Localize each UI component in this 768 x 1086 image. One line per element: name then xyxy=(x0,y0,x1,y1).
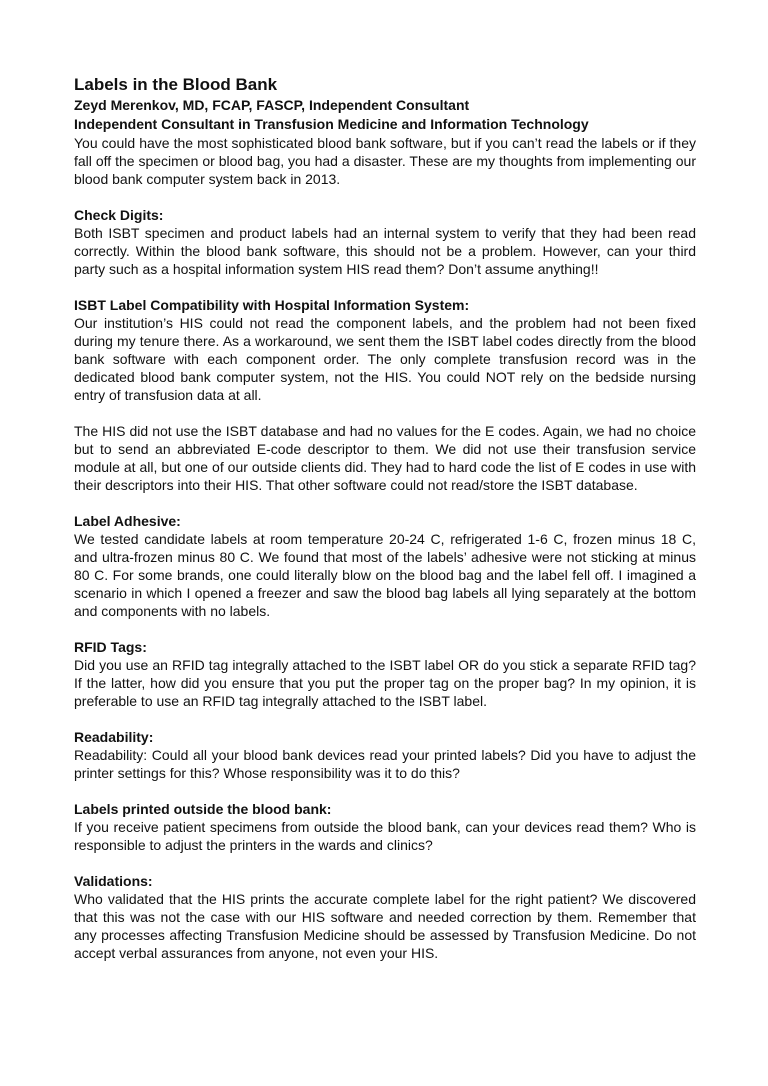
section-heading: Validations: xyxy=(74,873,153,889)
section-heading: RFID Tags: xyxy=(74,639,147,655)
section-heading: Labels printed outside the blood bank: xyxy=(74,801,332,817)
section-paragraph: Readability: Could all your blood bank devices read your printed labels? Did you have to adjust the printer settings for this? Whose responsibility was it to do this? xyxy=(74,747,696,781)
section-paragraph: Who validated that the HIS prints the accurate complete label for the right patient? We discovered that this was not the case with our HIS software and needed correction by them. Remember that any processes affecting Transfusion Medicine should be assessed by Transfusion Medicine. Do not accept verbal assurances from anyone, not even your HIS. xyxy=(74,891,696,961)
section-paragraph: Did you use an RFID tag integrally attached to the ISBT label OR do you stick a separate RFID tag? If the latter, how did you ensure that you put the proper tag on the proper bag? In my opinion, it is preferable to use an RFID tag integrally attached to the ISBT label. xyxy=(74,657,696,709)
section-paragraph: We tested candidate labels at room temperature 20-24 C, refrigerated 1-6 C, frozen minus 18 C, and ultra-frozen minus 80 C. We found that most of the labels’ adhesive were not sticking at minus 80 C. For some brands, one could literally blow on the blood bag and the label fell off. I imagined a scenario in which I opened a freezer and saw the blood bag labels all lying separately at the bottom and components with no labels. xyxy=(74,531,696,619)
section-paragraph: Both ISBT specimen and product labels had an internal system to verify that they had been read correctly. Within the blood bank software, this should not be a problem. However, can your third party such as a hospital information system HIS read them? Don’t assume anything!! xyxy=(74,225,696,277)
document-title: Labels in the Blood Bank xyxy=(74,75,278,94)
document-page xyxy=(74,74,696,962)
intro-paragraph: You could have the most sophisticated blood bank software, but if you can’t read the labels or if they fall off the specimen or blood bag, you had a disaster. These are my thoughts from implementing our blood bank computer system back in 2013. xyxy=(74,135,696,187)
section-paragraph: Our institution’s HIS could not read the component labels, and the problem had not been fixed during my tenure there. As a workaround, we sent them the ISBT label codes directly from the blood bank software with each component order. The only complete transfusion record was in the dedicated blood bank computer system, not the HIS. You could NOT rely on the bedside nursing entry of transfusion data at all. xyxy=(74,315,696,403)
section-readability xyxy=(74,728,696,782)
section-heading: Check Digits: xyxy=(74,207,164,223)
section-label-adhesive xyxy=(74,512,696,620)
section-heading: Label Adhesive: xyxy=(74,513,181,529)
section-check-digits xyxy=(74,206,696,278)
section-validations xyxy=(74,872,696,962)
section-paragraph: The HIS did not use the ISBT database and had no values for the E codes. Again, we had no choice but to send an abbreviated E-code descriptor to them. We did not use their transfusion service module at all, but one of our outside clients did. They had to hard code the list of E codes in use with their descriptors into their HIS. That other software could not read/store the ISBT database. xyxy=(74,423,696,493)
section-isbt-compatibility xyxy=(74,296,696,494)
section-outside-labels xyxy=(74,800,696,854)
section-heading: Readability: xyxy=(74,729,154,745)
author-line: Zeyd Merenkov, MD, FCAP, FASCP, Independent Consultant xyxy=(74,97,470,113)
section-heading: ISBT Label Compatibility with Hospital Information System: xyxy=(74,297,470,313)
section-rfid-tags xyxy=(74,638,696,710)
author-role-line: Independent Consultant in Transfusion Medicine and Information Technology xyxy=(74,116,589,132)
section-paragraph: If you receive patient specimens from outside the blood bank, can your devices read them? Who is responsible to adjust the printers in the wards and clinics? xyxy=(74,819,696,853)
